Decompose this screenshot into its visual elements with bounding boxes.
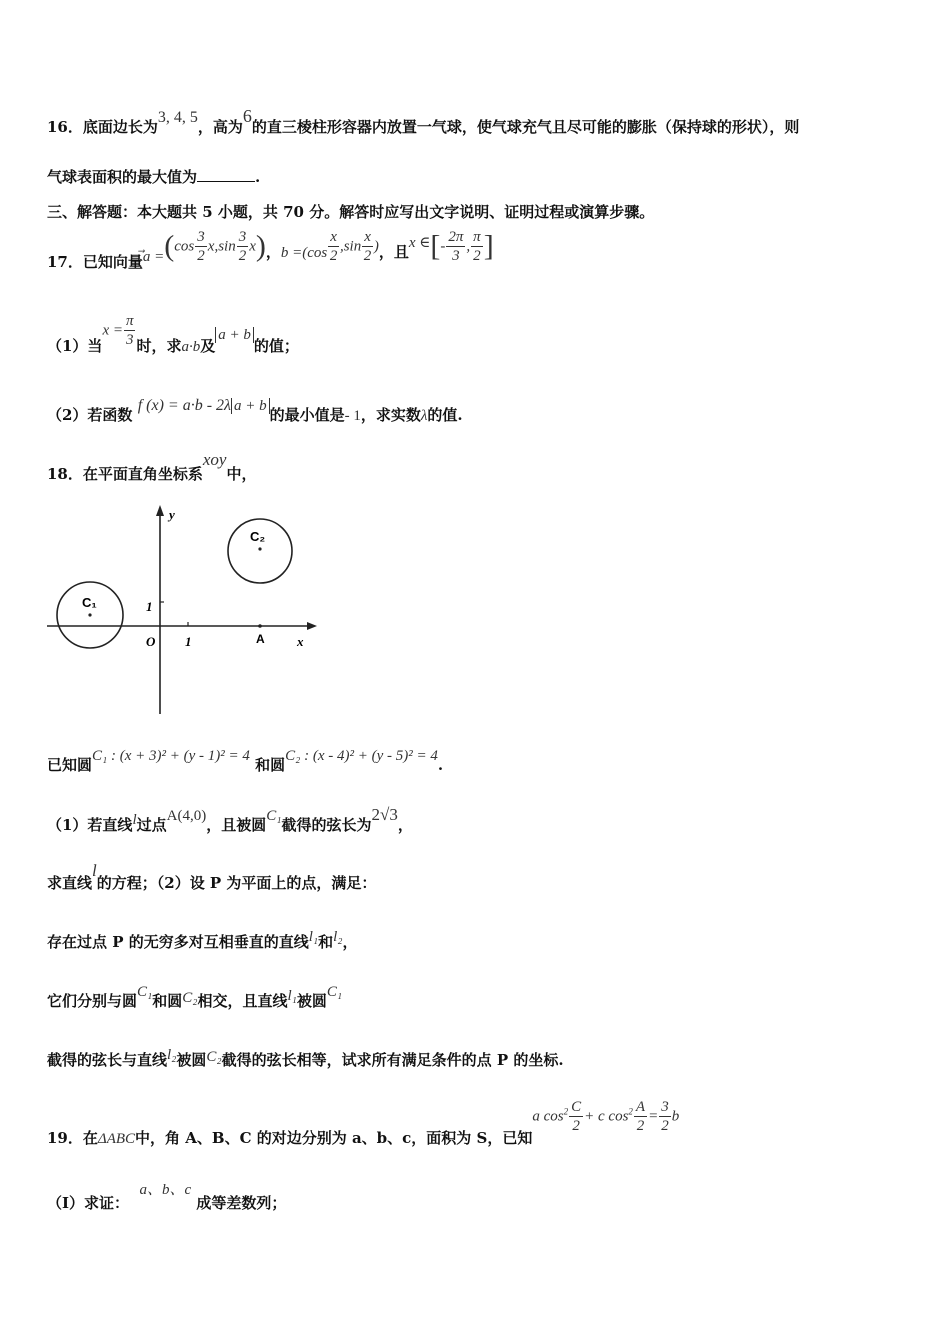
- side-lengths: 3, 4, 5: [157, 109, 198, 126]
- height-value: 6: [242, 106, 252, 126]
- q18-circles: 已知圆C₁ : (x + 3)² + (y - 1)² = 4 和圆C₂ : (x - 4)² + (y - 5)² = 4.: [47, 748, 444, 774]
- question-number: 18．: [47, 465, 83, 483]
- c1-equation: C₁ : (x + 3)² + (y - 1)² = 4: [92, 748, 250, 764]
- q16-line1: 16．底面边长为3, 4, 5，高为6的直三棱柱形容器内放置一气球，使气球充气且尽可能的膨胀（保持球的形状），则: [47, 106, 800, 136]
- q18-part2-line2: 它们分别与圆C₁和圆C₂相交，且直线l₁被圆C₁: [47, 984, 343, 1010]
- y-axis-label: y: [169, 507, 175, 522]
- coordinate-figure: [47, 500, 327, 720]
- y-axis-arrow: [156, 505, 164, 516]
- q17-part1: （1）当x = $\frac{\pi}{3}$ 时，求a·b及a + b的值；: [47, 313, 299, 355]
- q17-stem: 17．已知向量a =(cos $\frac{3}{2}$ x,sin $\frac{3}{2}$ x)，b =(cos $\frac{x}{2}$ ,sin $\frac{x}{2}$ )，且x ∈[- $\frac{2\pi}{3}$ , $\frac{\pi}{2}$ ]: [47, 229, 494, 271]
- question-number: 19．: [47, 1128, 83, 1147]
- x-axis-label: x: [297, 634, 304, 649]
- answer-blank[interactable]: [197, 169, 255, 182]
- y-one-label: 1: [146, 599, 153, 614]
- question-number: 17．: [47, 252, 83, 271]
- center-c2: [258, 547, 261, 550]
- vector-a: a =: [142, 248, 165, 265]
- section-heading: 三、解答题：本大题共 5 小题，共 70 分。解答时应写出文字说明、证明过程或演算步骤。: [47, 203, 655, 221]
- question-number: 16．: [47, 118, 83, 136]
- origin-label: O: [146, 634, 156, 649]
- q18-part1-cont: 求直线l的方程；（2）设 P 为平面上的点，满足：: [47, 861, 377, 892]
- q18-stem: 18．在平面直角坐标系xoy中，: [47, 450, 257, 483]
- vector-b: b =(cos: [280, 244, 328, 261]
- q16-line2: 气球表面积的最大值为 .: [47, 168, 261, 186]
- q19-stem: 19．在ΔABC中，角 A、B、C 的对边分别为 a、b、c，面积为 S，已知a $\cos^2$ $\frac{C}{2}$ + c $\cos^2$ $\frac{A}{2}$ = $\frac{3}{2}$ b: [47, 1099, 680, 1147]
- q18-part2-line3: 截得的弦长与直线l₂被圆C₂截得的弦长相等，试求所有满足条件的点 P 的坐标.: [47, 1047, 564, 1069]
- c2-label: C₂: [250, 529, 266, 544]
- q18-part2-line1: 存在过点 P 的无穷多对互相垂直的直线l₁和l₂，: [47, 929, 358, 951]
- a-label: A: [256, 632, 265, 646]
- center-c1: [88, 613, 91, 616]
- x-axis-arrow: [307, 622, 317, 630]
- q19-part1: （Ⅰ）求证： a、b、c 成等差数列；: [47, 1182, 287, 1212]
- point-a: [258, 624, 262, 628]
- q18-part1: （1）若直线l过点A(4,0)，且被圆C₁截得的弦长为2√3，: [47, 805, 413, 834]
- c2-equation: C₂ : (x - 4)² + (y - 5)² = 4: [285, 748, 438, 764]
- x-one-label: 1: [185, 634, 192, 649]
- q17-part2: （2）若函数 f (x) = a·b - 2λ a + b 的最小值是- 1，求实数λ的值.: [47, 397, 463, 424]
- c1-label: C₁: [82, 595, 97, 610]
